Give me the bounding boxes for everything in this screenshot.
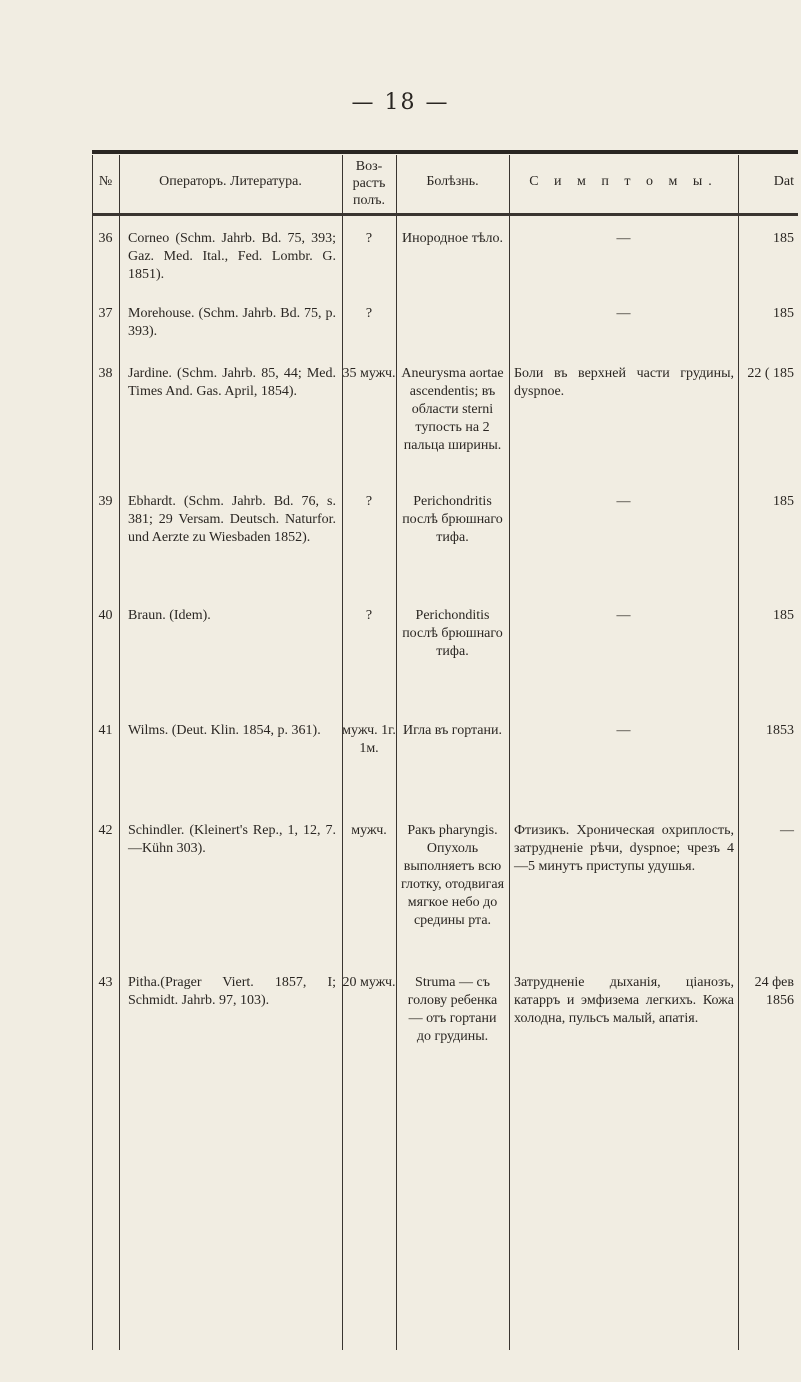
- row-38-no: 38: [98, 366, 113, 381]
- row-42-date: —: [780, 823, 794, 838]
- col-border-1: [119, 155, 120, 1350]
- row-39-no: 39: [98, 494, 113, 509]
- row-36-age: ?: [365, 231, 373, 246]
- row-37-symptoms: —: [616, 306, 631, 321]
- row-42-disease: Ракъ pharyngis. Опухоль выполняетъ всю глотку, отодвигая мягкое небо до средины рта.: [400, 823, 505, 928]
- row-36-operator: Cornео (Schm. Jahrb. Bd. 75, 393; Gaz. Med. Ital., Fed. Lombr. G. 1851).: [128, 231, 336, 282]
- row-41-symptoms: —: [616, 723, 631, 738]
- row-37-age: ?: [365, 306, 373, 321]
- row-43-symptoms: Затрудненіе дыханія, ціанозъ, катарръ и эмфизема легкихъ. Кожа холодна, пульсъ малый, апатія.: [514, 975, 734, 1026]
- row-40-date: 185: [773, 608, 794, 623]
- row-38-symptoms: Боли въ верхней части грудины, dyspnoe.: [514, 366, 734, 399]
- row-43-date: 24 фев 1856: [754, 975, 794, 1008]
- row-37-date: 185: [773, 306, 794, 321]
- header-operator: Операторъ. Литература.: [159, 174, 302, 189]
- row-41-date: 1853: [766, 723, 794, 738]
- header-disease: Болѣзнь.: [426, 174, 479, 189]
- top-rule: [92, 150, 798, 154]
- row-38-age: 35 мужч.: [342, 366, 396, 381]
- row-39-operator: Ebhardt. (Schm. Jahrb. Bd. 76, s. 381; 29 Versam. Deutsch. Naturfor. und Aerzte zu Wiesbaden 1852).: [128, 494, 336, 545]
- row-40-symptoms: —: [616, 608, 631, 623]
- row-40-operator: Braun. (Idem).: [128, 608, 211, 623]
- row-36-disease: Инородное тѣло.: [402, 231, 503, 246]
- row-41-no: 41: [98, 723, 113, 738]
- row-39-date: 185: [773, 494, 794, 509]
- row-41-age: мужч. 1г. 1м.: [342, 723, 396, 756]
- col-border-4: [509, 155, 510, 1350]
- header-age: Воз-растъ полъ.: [352, 159, 386, 208]
- col-border-5: [738, 155, 739, 1350]
- row-43-operator: Pitha.(Prager Viert. 1857, I; Schmidt. Jahrb. 97, 103).: [128, 975, 336, 1008]
- row-37-operator: Morehouse. (Schm. Jahrb. Bd. 75, p. 393).: [128, 306, 336, 339]
- row-39-age: ?: [365, 494, 373, 509]
- row-41-operator: Wilms. (Deut. Klin. 1854, p. 361).: [128, 723, 321, 738]
- row-38-date: 22 ( 185: [747, 366, 794, 381]
- col-border-3: [396, 155, 397, 1350]
- row-43-age: 20 мужч.: [342, 975, 396, 990]
- row-40-age: ?: [365, 608, 373, 623]
- row-42-age: мужч.: [351, 823, 387, 838]
- header-rule: [92, 213, 798, 216]
- header-no: №: [98, 174, 113, 189]
- row-42-no: 42: [98, 823, 113, 838]
- row-42-operator: Schindler. (Kleinert's Rep., 1, 12, 7.—Kühn 303).: [128, 823, 336, 856]
- row-40-no: 40: [98, 608, 113, 623]
- row-37-no: 37: [98, 306, 113, 321]
- row-36-date: 185: [773, 231, 794, 246]
- row-41-disease: Игла въ гортани.: [402, 723, 503, 738]
- row-43-disease: Struma — съ голову ребенка — отъ гортани до грудины.: [407, 975, 498, 1044]
- row-39-disease: Perichondritis послѣ брюшнаго тифа.: [402, 494, 503, 545]
- row-36-symptoms: —: [616, 231, 631, 246]
- row-38-operator: Jardine. (Schm. Jahrb. 85, 44; Med. Times And. Gas. April, 1854).: [128, 366, 336, 399]
- row-40-disease: Perichonditis послѣ брюшнаго тифа.: [402, 608, 503, 659]
- col-border-left: [92, 155, 93, 1350]
- row-39-symptoms: —: [616, 494, 631, 509]
- data-table: [92, 155, 798, 1350]
- row-43-no: 43: [98, 975, 113, 990]
- row-36-no: 36: [98, 231, 113, 246]
- row-38-disease: Aneurysma aortae ascendentis; въ области sterni тупость на 2 пальца ширины.: [401, 366, 504, 453]
- header-date: Dat: [773, 174, 794, 189]
- page-number: — 18 —: [351, 90, 450, 115]
- header-symptoms: С и м п т о м ы.: [529, 174, 718, 189]
- row-42-symptoms: Фтизикъ. Хроническая охриплость, затрудненіе рѣчи, dyspnoe; чрезъ 4—5 минутъ приступы удушья.: [514, 823, 734, 874]
